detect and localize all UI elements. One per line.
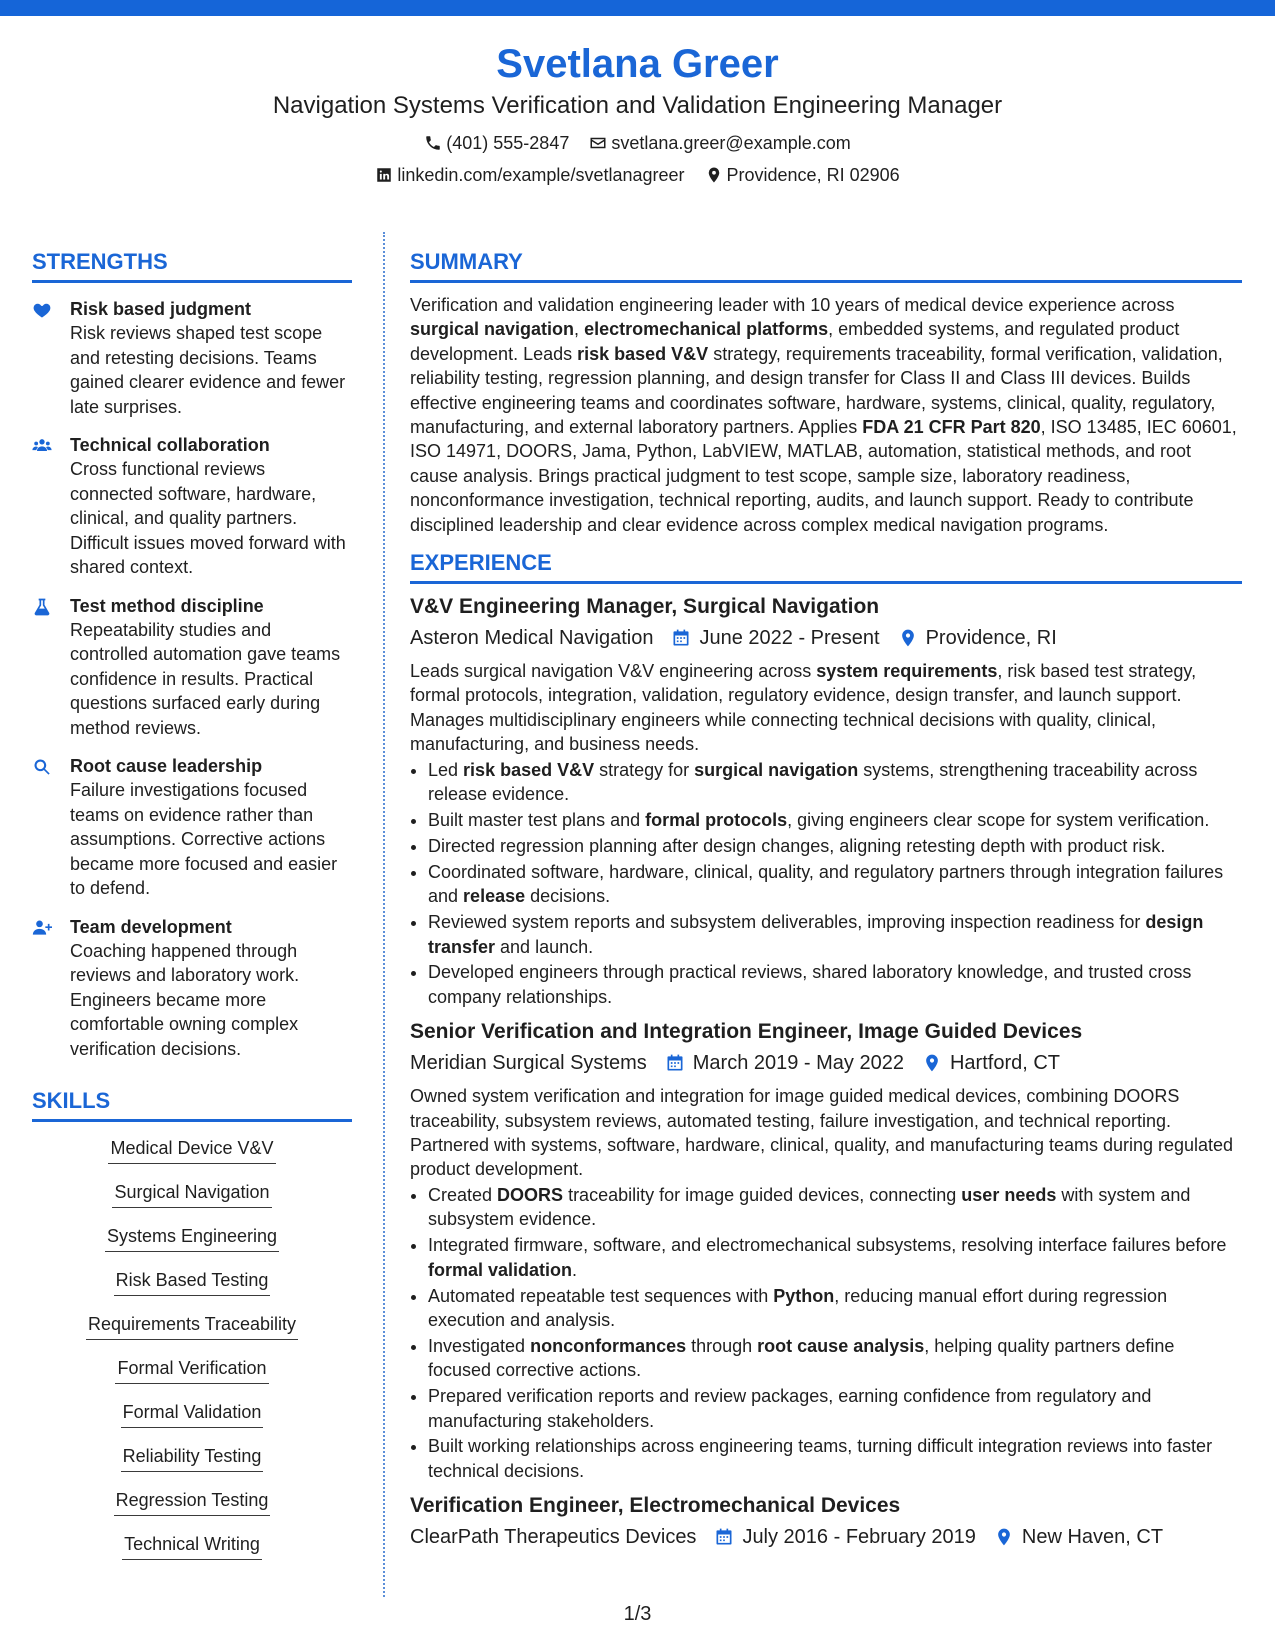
page-indicator: 1/3 — [623, 1603, 652, 1625]
strength-icon-wrap — [32, 915, 70, 1062]
bullet-item — [428, 1434, 1242, 1483]
bullet-item — [428, 1233, 1242, 1282]
location-text: Providence, RI 02906 — [726, 165, 900, 185]
skills-list — [32, 1136, 352, 1576]
job-location — [922, 1048, 1060, 1078]
emphasis-text: formal validation — [428, 1259, 573, 1280]
contact-row-secondary — [0, 162, 1275, 188]
map-pin-icon — [898, 628, 918, 648]
skill-tag: Technical Writing — [122, 1532, 262, 1560]
emphasis-text: electromechanical platforms — [584, 319, 829, 340]
users-icon — [32, 436, 52, 456]
job-meta — [410, 1048, 1242, 1078]
text-run: Built working relationships across engineering teams, turning difficult integration reviews into faster technical decisions. — [428, 1436, 1213, 1481]
skill-tag: Reliability Testing — [121, 1444, 264, 1472]
job-location — [994, 1522, 1163, 1552]
strength-title: Technical collaboration — [70, 435, 270, 455]
text-run: Owned system verification and integration for image guided medical devices, combining DOORS traceability, subsystem reviews, automated testing, failure investigation, and technical reporting. Partnered with systems, software, hardware, clinical, quality, and manufacturing teams during regulated product development. — [410, 1086, 1234, 1180]
text-run: decisions. — [525, 886, 611, 907]
strength-body — [70, 915, 352, 1062]
job-location-text: New Haven, CT — [1021, 1526, 1164, 1549]
linkedin-contact[interactable] — [375, 162, 684, 188]
text-run: strategy, requirements traceability, formal verification, validation, reliability testing, regression planning, and design transfer for Class II and Class III devices. Builds effective engineering teams and coordinates software, hardware, systems, clinical, quality, regulatory, manufacturing, and external laboratory partners. Applies — [410, 343, 1223, 438]
text-run: Verification and validation engineering leader with 10 years of medical device experience across — [410, 295, 1175, 315]
flask-icon — [32, 597, 52, 617]
skill-row — [32, 1400, 352, 1444]
strength-icon-wrap — [32, 754, 70, 901]
strength-item — [32, 754, 352, 901]
emphasis-text: surgical navigation — [694, 759, 859, 780]
strength-item — [32, 297, 352, 419]
top-accent-bar — [0, 0, 1275, 16]
skill-tag: Risk Based Testing — [114, 1268, 271, 1296]
map-pin-icon — [705, 166, 723, 184]
candidate-name: Svetlana Greer — [496, 42, 779, 86]
summary-heading: SUMMARY — [410, 248, 1242, 283]
job-description — [410, 659, 1242, 757]
emphasis-text: surgical navigation — [410, 319, 575, 340]
map-pin-icon — [994, 1527, 1014, 1547]
phone-contact[interactable] — [424, 130, 569, 156]
strength-description: Coaching happened through reviews and laboratory work. Engineers became more comfortable owning complex verification decisions. — [70, 940, 300, 1059]
strength-body — [70, 754, 352, 901]
summary-paragraph — [410, 293, 1242, 537]
strengths-list — [32, 297, 352, 1061]
skill-row — [32, 1224, 352, 1268]
left-column — [32, 248, 352, 1576]
skill-tag: Medical Device V&V — [108, 1136, 275, 1164]
emphasis-text: formal protocols — [645, 810, 788, 830]
skill-row — [32, 1312, 352, 1356]
text-run: Directed regression planning after design changes, aligning retesting depth with product risk. — [428, 835, 1166, 856]
text-run: Reviewed system reports and subsystem deliverables, improving inspection readiness for — [428, 912, 1146, 933]
skill-row — [32, 1268, 352, 1312]
job-meta — [410, 623, 1242, 653]
strength-description: Repeatability studies and controlled automation gave teams confidence in results. Practical questions surfaced early during method reviews. — [70, 619, 341, 738]
strength-body — [70, 433, 352, 580]
skill-tag: Systems Engineering — [105, 1224, 279, 1252]
emphasis-text: nonconformances — [530, 1335, 687, 1356]
skill-tag: Requirements Traceability — [86, 1312, 298, 1340]
job-dates-text: July 2016 - February 2019 — [742, 1526, 976, 1549]
search-icon — [32, 757, 52, 777]
strength-body — [70, 594, 352, 741]
resume-header — [0, 40, 1275, 188]
job-entry — [410, 592, 1242, 1009]
bullet-item — [428, 808, 1242, 832]
text-run: , risk based test strategy, formal protocols, integration, validation, regulatory evidence, design transfer, and launch support. Manages multidisciplinary engineers while connecting technical decisions with quality, clinical, manufacturing, and business needs. — [410, 661, 1197, 755]
skill-tag: Formal Validation — [121, 1400, 264, 1428]
strength-icon-wrap — [32, 297, 70, 419]
calendar-icon — [714, 1527, 734, 1547]
strength-description: Failure investigations focused teams on evidence rather than assumptions. Corrective actions became more focused and easier to defend. — [70, 780, 338, 898]
text-run: through — [686, 1335, 758, 1356]
job-dates — [714, 1522, 975, 1552]
text-run: Created — [428, 1184, 498, 1205]
job-meta — [410, 1522, 1242, 1552]
emphasis-text: design transfer — [428, 912, 1204, 957]
strength-description: Risk reviews shaped test scope and retesting decisions. Teams gained clearer evidence and fewer late surprises. — [70, 323, 346, 417]
emphasis-text: risk based V&V — [577, 343, 709, 364]
bullet-item — [428, 758, 1242, 807]
envelope-icon — [589, 134, 607, 152]
email-address: svetlana.greer@example.com — [611, 133, 851, 153]
contact-row-primary — [0, 130, 1275, 156]
emphasis-text: DOORS — [497, 1184, 564, 1205]
skill-row — [32, 1356, 352, 1400]
strength-item — [32, 594, 352, 741]
job-title: Verification Engineer, Electromechanical Devices — [410, 1494, 901, 1518]
text-run: strategy for — [594, 759, 695, 780]
bullet-item — [428, 1183, 1242, 1232]
candidate-headline: Navigation Systems Verification and Validation Engineering Manager — [272, 92, 1003, 119]
job-entry — [410, 1017, 1242, 1483]
text-run: Integrated firmware, software, and electromechanical subsystems, resolving interface failures before — [428, 1235, 1227, 1256]
emphasis-text: FDA 21 CFR Part 820 — [862, 417, 1041, 438]
emphasis-text: Python — [773, 1285, 835, 1306]
right-column — [410, 248, 1242, 1552]
text-run: . — [572, 1259, 578, 1280]
job-title: Senior Verification and Integration Engineer, Image Guided Devices — [410, 1020, 1083, 1044]
job-description — [410, 1084, 1242, 1182]
linkedin-icon — [375, 166, 393, 184]
job-dates — [671, 623, 879, 653]
text-run: Led — [428, 759, 464, 780]
strength-title: Risk based judgment — [70, 299, 252, 319]
job-dates-text: June 2022 - Present — [699, 627, 880, 650]
emphasis-text: system requirements — [816, 661, 998, 682]
skill-row — [32, 1532, 352, 1576]
job-bullets — [410, 758, 1242, 1010]
location-contact — [705, 162, 900, 188]
experience-heading: EXPERIENCE — [410, 549, 1242, 584]
strength-icon-wrap — [32, 433, 70, 580]
text-run: Coordinated software, hardware, clinical, quality, and regulatory partners through integration failures and — [428, 861, 1224, 907]
job-location — [898, 623, 1057, 653]
text-run: , helping quality partners define focused corrective actions. — [428, 1335, 1175, 1381]
skill-row — [32, 1488, 352, 1532]
skill-row — [32, 1444, 352, 1488]
job-bullets — [410, 1183, 1242, 1483]
text-run: Developed engineers through practical reviews, shared laboratory knowledge, and trusted cross company relationships. — [428, 962, 1192, 1007]
linkedin-url: linkedin.com/example/svetlanagreer — [397, 165, 685, 185]
skill-tag: Formal Verification — [115, 1356, 268, 1384]
strength-item — [32, 915, 352, 1062]
emphasis-text: root cause analysis — [757, 1335, 925, 1356]
column-divider — [383, 232, 385, 1597]
skill-tag: Surgical Navigation — [112, 1180, 271, 1208]
text-run: , embedded systems, and regulated product development. Leads — [410, 319, 1180, 364]
job-location-text: Providence, RI — [925, 627, 1057, 650]
bullet-item — [428, 1334, 1242, 1383]
job-entry — [410, 1491, 1242, 1552]
text-run: with system and subsystem evidence. — [428, 1184, 1191, 1230]
strength-description: Cross functional reviews connected software, hardware, clinical, and quality partners. Difficult issues moved forward with shared context. — [70, 459, 346, 577]
text-run: Built master test plans and — [428, 810, 646, 830]
text-run: Prepared verification reports and review packages, earning confidence from regulatory and manufacturing stakeholders. — [428, 1386, 1152, 1431]
skill-row — [32, 1136, 352, 1180]
experience-list — [410, 592, 1242, 1552]
strengths-heading: STRENGTHS — [32, 248, 352, 283]
calendar-icon — [665, 1053, 685, 1073]
bullet-item — [428, 834, 1242, 858]
user-plus-icon — [32, 918, 52, 938]
text-run: Automated repeatable test sequences with — [428, 1285, 774, 1306]
bullet-item — [428, 1284, 1242, 1333]
skills-heading: SKILLS — [32, 1087, 352, 1122]
company-name: Meridian Surgical Systems — [410, 1052, 647, 1075]
bullet-item — [428, 910, 1242, 959]
phone-number: (401) 555-2847 — [446, 133, 570, 153]
strength-title: Test method discipline — [70, 595, 264, 616]
job-dates — [665, 1048, 904, 1078]
text-run: systems, strengthening traceability across release evidence. — [428, 759, 1198, 805]
text-run: , giving engineers clear scope for system verification. — [787, 810, 1210, 830]
strength-item — [32, 433, 352, 580]
skill-row — [32, 1180, 352, 1224]
company-name: Asteron Medical Navigation — [410, 627, 654, 650]
text-run: Investigated — [428, 1335, 531, 1356]
heart-icon — [32, 300, 52, 320]
emphasis-text: release — [463, 886, 526, 907]
bullet-item — [428, 960, 1242, 1009]
bullet-item — [428, 1384, 1242, 1433]
text-run: and launch. — [495, 936, 594, 957]
text-run: Leads surgical navigation V&V engineering across — [410, 661, 817, 682]
skill-tag: Regression Testing — [114, 1488, 271, 1516]
job-location-text: Hartford, CT — [949, 1052, 1061, 1075]
bullet-item — [428, 860, 1242, 909]
strength-title: Team development — [70, 916, 232, 937]
job-title: V&V Engineering Manager, Surgical Navigation — [410, 595, 880, 619]
text-run: , reducing manual effort during regression execution and analysis. — [428, 1285, 1168, 1330]
calendar-icon — [671, 628, 691, 648]
strength-icon-wrap — [32, 594, 70, 741]
job-dates-text: March 2019 - May 2022 — [692, 1052, 904, 1075]
text-run: traceability for image guided devices, connecting — [563, 1184, 962, 1205]
strength-body — [70, 297, 352, 419]
company-name: ClearPath Therapeutics Devices — [410, 1526, 697, 1549]
text-run: , ISO 13485, IEC 60601, ISO 14971, DOORS, Jama, Python, LabVIEW, MATLAB, automation, statistical methods, and root cause analysis. Brings practical judgment to test scope, sample size, laboratory readiness, nonconformance investigation, technical reporting, audits, and launch support. Ready to contribute disciplined leadership and clear evidence across complex medical navigation programs. — [410, 417, 1237, 535]
emphasis-text: risk based V&V — [463, 759, 595, 780]
text-run: , — [574, 319, 585, 340]
emphasis-text: user needs — [961, 1184, 1057, 1205]
strength-title: Root cause leadership — [70, 756, 263, 776]
map-pin-icon — [922, 1053, 942, 1073]
email-contact[interactable] — [589, 130, 850, 156]
phone-icon — [424, 134, 442, 152]
